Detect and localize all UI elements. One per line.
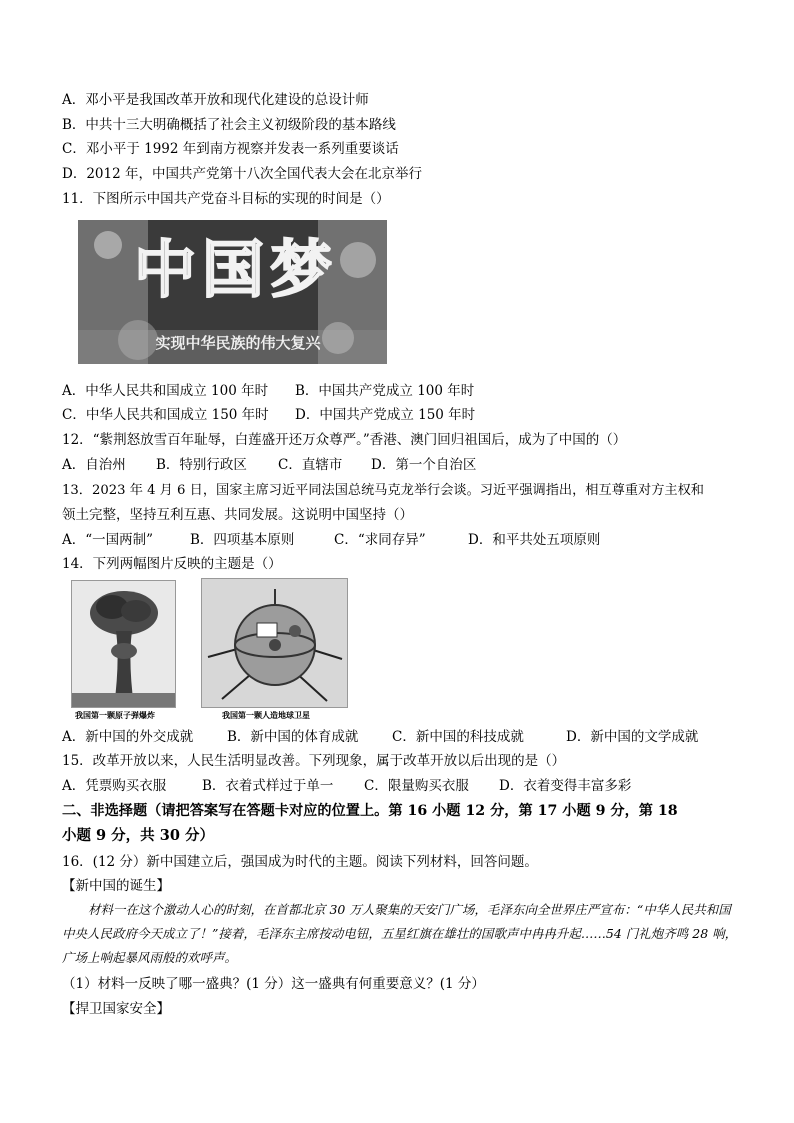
q11-option-c: C．中华人民共和国成立 150 年时 xyxy=(62,407,269,423)
q11-option-a: A．中华人民共和国成立 100 年时 xyxy=(62,383,269,399)
section-2-heading-line2: 小题 9 分，共 30 分） xyxy=(62,827,214,844)
q15-options xyxy=(62,776,752,796)
q10-option-a: A．邓小平是我国改革开放和现代化建设的总设计师 xyxy=(62,92,369,108)
satellite-icon xyxy=(202,579,347,707)
q16-subquestion-1: （1）材料一反映了哪一盛典？(1 分）这一盛典有何重要意义？(1 分） xyxy=(62,976,485,992)
section-2-heading-line1: 二、非选择题（请把答案写在答题卡对应的位置上。第 16 小题 12 分，第 17 小题 9 分，第 18 xyxy=(62,803,678,819)
atomic-bomb-photo xyxy=(71,580,176,708)
q12-option-d: D．第一个自治区 xyxy=(371,457,477,473)
q10-option-d: D．2012 年，中国共产党第十八次全国代表大会在北京举行 xyxy=(62,166,422,182)
q14-stem: 14．下列两幅图片反映的主题是（） xyxy=(62,556,282,572)
q14-option-c: C．新中国的科技成就 xyxy=(392,729,524,745)
q12-option-c: C．直辖市 xyxy=(278,457,343,473)
q16-material-1: 材料一在这个激动人心的时刻，在首都北京 30 万人聚集的天安门广场，毛泽东向全世界庄严宣布：“中华人民共和国中央人民政府今天成立了！”接着，毛泽东主席按动电钮，五星红旗在雄壮的国歌声中冉冉升起……54 门礼炮齐鸣 28 响，广场上响起暴风雨般的欢呼声。 xyxy=(62,902,738,965)
china-dream-image xyxy=(78,220,387,364)
q13-option-b: B．四项基本原则 xyxy=(190,532,295,548)
q15-option-b: B．衣着式样过于单一 xyxy=(202,778,334,794)
q13-options xyxy=(62,530,742,550)
china-dream-title: 中国梦 xyxy=(133,233,338,306)
q16-topic-security: 【捍卫国家安全】 xyxy=(62,1001,170,1017)
q15-option-a: A．凭票购买衣服 xyxy=(62,778,167,794)
q11-option-d: D．中国共产党成立 150 年时 xyxy=(295,407,476,423)
q10-option-b: B．中共十三大明确概括了社会主义初级阶段的基本路线 xyxy=(62,117,396,133)
q11-options-row-1 xyxy=(62,381,742,401)
q16-stem: 16．(12 分）新中国建立后，强国成为时代的主题。阅读下列材料，回答问题。 xyxy=(62,854,538,870)
atomic-bomb-caption: 我国第一颗原子弹爆炸 xyxy=(75,710,155,720)
q14-option-a: A．新中国的外交成就 xyxy=(62,729,194,745)
q13-stem-line1: 13．2023 年 4 月 6 日，国家主席习近平同法国总统马克龙举行会谈。习近平强调指出，相互尊重对方主权和 xyxy=(62,483,704,498)
q14-options xyxy=(62,727,752,747)
q13-option-a: A．“一国两制” xyxy=(62,532,154,548)
q13-option-d: D．和平共处五项原则 xyxy=(468,532,601,548)
satellite-photo xyxy=(201,578,348,708)
q16-topic-founding: 【新中国的诞生】 xyxy=(62,878,170,894)
china-dream-subtitle: 实现中华民族的伟大复兴 xyxy=(155,334,321,352)
q15-stem: 15．改革开放以来，人民生活明显改善。下列现象，属于改革开放以后出现的是（） xyxy=(62,753,566,769)
q12-option-a: A．自治州 xyxy=(62,457,126,473)
satellite-caption: 我国第一颗人造地球卫星 xyxy=(222,710,310,720)
q12-options xyxy=(62,455,742,475)
q11-option-b: B．中国共产党成立 100 年时 xyxy=(295,383,475,399)
q14-option-b: B．新中国的体育成就 xyxy=(227,729,359,745)
q10-option-c: C．邓小平于 1992 年到南方视察并发表一系列重要谈话 xyxy=(62,141,399,157)
q15-option-c: C．限量购买衣服 xyxy=(364,778,469,794)
q12-stem: 12．“紫荆怒放雪百年耻辱，白莲盛开还万众尊严。”香港、澳门回归祖国后，成为了中国的（） xyxy=(62,432,627,448)
q11-options-row-2 xyxy=(62,405,742,425)
q11-stem: 11．下图所示中国共产党奋斗目标的实现的时间是（） xyxy=(62,191,390,207)
q15-option-d: D．衣着变得丰富多彩 xyxy=(499,778,632,794)
q14-option-d: D．新中国的文学成就 xyxy=(566,729,699,745)
q12-option-b: B．特别行政区 xyxy=(156,457,247,473)
mushroom-cloud-icon xyxy=(72,581,175,707)
q13-option-c: C．“求同存异” xyxy=(334,532,426,548)
q13-stem-line2: 领土完整，坚持互利互惠、共同发展。这说明中国坚持（） xyxy=(62,507,413,523)
